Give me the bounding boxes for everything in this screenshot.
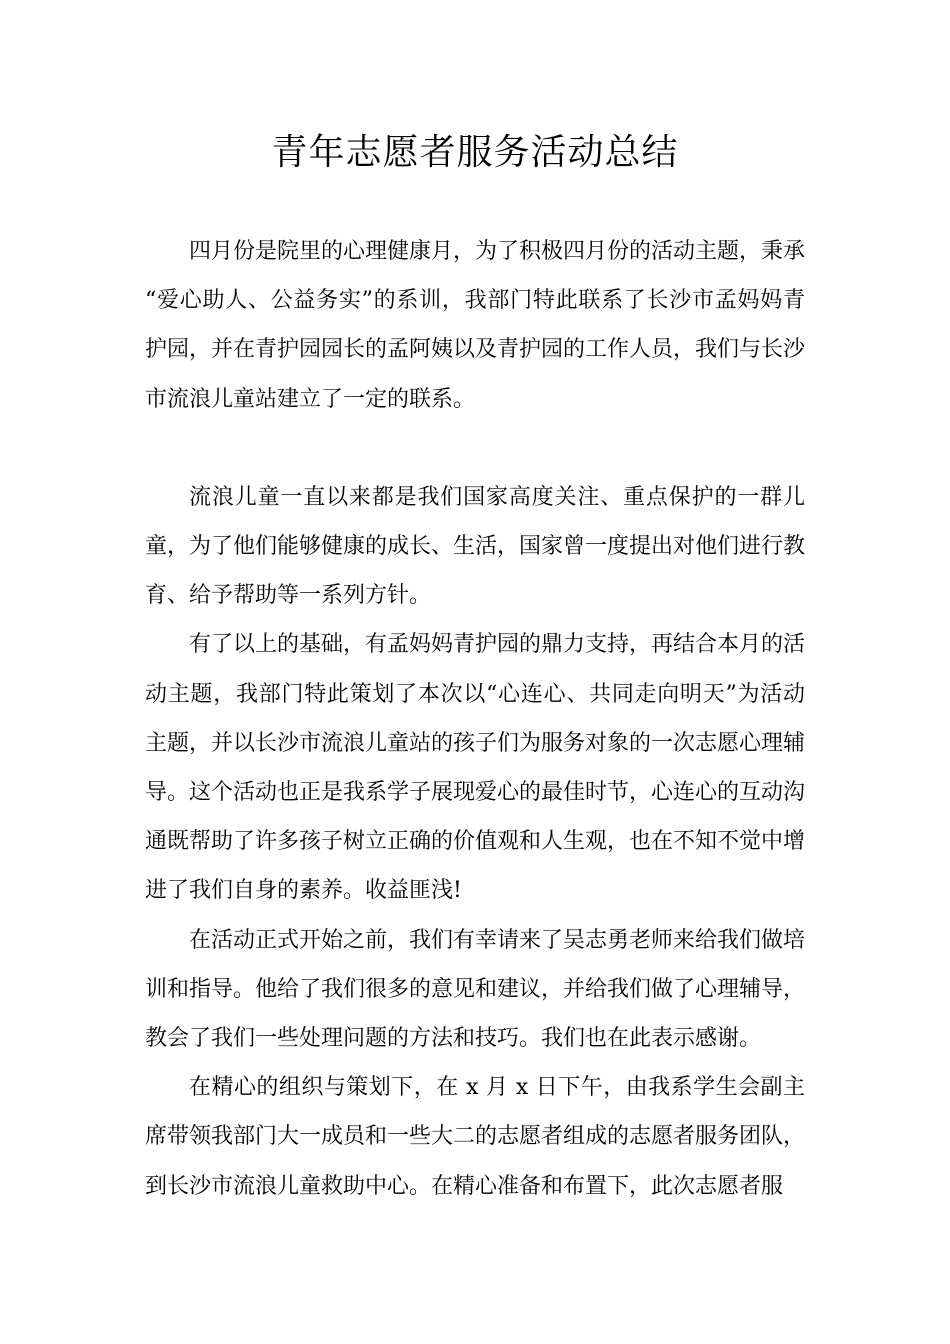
paragraph-2: 流浪儿童一直以来都是我们国家高度关注、重点保护的一群儿童，为了他们能够健康的成长、生活，国家曾一度提出对他们进行教育、给予帮助等一系列方针。 <box>145 484 806 609</box>
document-title: 青年志愿者服务活动总结 <box>271 132 679 173</box>
paragraph-spacer <box>145 424 805 473</box>
document-body <box>145 227 805 1211</box>
paragraph-5: 在精心的组织与策划下，在 x 月 x 日下午，由我系学生会副主席带领我部门大一成员和一些大二的志愿者组成的志愿者服务团队，到长沙市流浪儿童救助中心。在精心准备和布置下，此次志愿者服 <box>145 1075 806 1199</box>
paragraph-4: 在活动正式开始之前，我们有幸请来了吴志勇老师来给我们做培训和指导。他给了我们很多的意见和建议，并给我们做了心理辅导，教会了我们一些处理问题的方法和技巧。我们也在此表示感谢。 <box>145 927 806 1052</box>
paragraph-1: 四月份是院里的心理健康月，为了积极四月份的活动主题，秉承 “爱心助人、公益务实”的系训，我部门特此联系了长沙市孟妈妈青护园，并在青护园园长的孟阿姨以及青护园的工作人员，我们与长沙市流浪儿童站建立了一定的联系。 <box>145 239 806 412</box>
paragraph-3: 有了以上的基础，有孟妈妈青护园的鼎力支持，再结合本月的活动主题，我部门特此策划了本次以“心连心、共同走向明天”为活动主题，并以长沙市流浪儿童站的孩子们为服务对象的一次志愿心理辅导。这个活动也正是我系学子展现爱心的最佳时节，心连心的互动沟通既帮助了许多孩子树立正确的价值观和人生观，也在不知不觉中增进了我们自身的素养。收益匪浅! <box>145 632 806 904</box>
